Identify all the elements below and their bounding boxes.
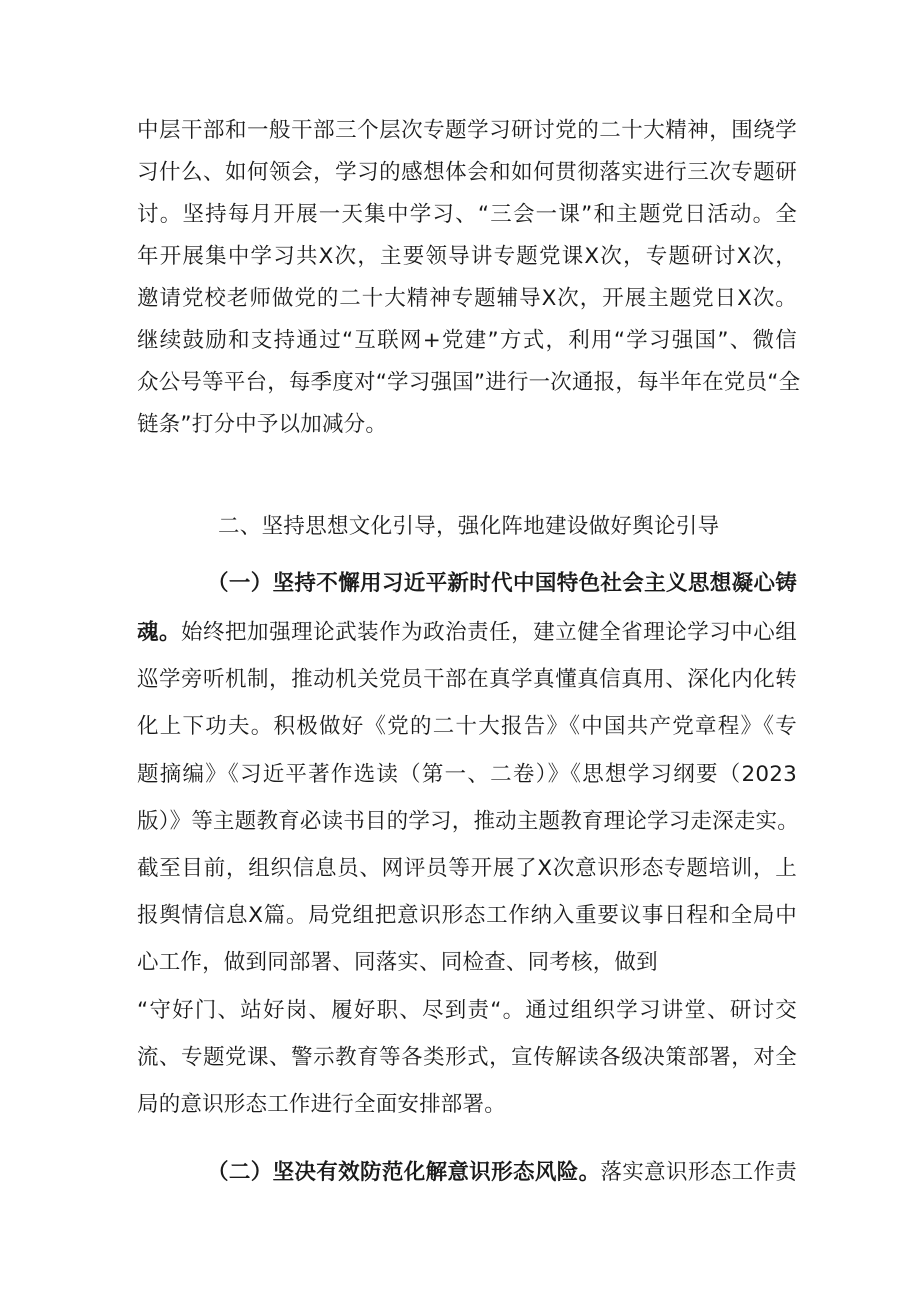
sub1-title-part1: （一）坚持不懈用习近平新时代中国特色社会主义思想凝心铸 — [207, 571, 797, 596]
sub1-title-part2: 魂。 — [137, 620, 182, 645]
para1-line-2: 习什么、如何领会，学习的感想体会和如何贯彻落实进行三次专题研 — [137, 160, 797, 185]
sub1-line-11: 流、专题党课、警示教育等各类形式，宣传解读各级决策部署，对全 — [137, 1045, 797, 1070]
para1-line-5: 邀请党校老师做党的二十大精神专题辅导X次，开展主题党日X次。 — [137, 286, 797, 311]
sub1-line-9: 心工作，做到同部署、同落实、同检查、同考核，做到 — [137, 950, 658, 975]
para1-line-8: 链条”打分中予以加减分。 — [137, 412, 388, 437]
sub1-line-10: “守好门、站好岗、履好职、尽到责“。通过组织学习讲堂、研讨交 — [137, 998, 797, 1023]
sub2-title: （二）坚决有效防范化解意识形态风险。 — [207, 1160, 601, 1185]
sub1-line-3: 巡学旁听机制，推动机关党员干部在真学真懂真信真用、深化内化转 — [137, 667, 797, 692]
sub1-line-8: 报舆情信息X篇。局党组把意识形态工作纳入重要议事日程和全局中 — [137, 903, 797, 928]
section-heading: 二、坚持思想文化引导，强化阵地建设做好舆论引导 — [218, 514, 720, 539]
sub1-line-2 — [137, 618, 797, 648]
sub1-line-4: 化上下功夫。积极做好《党的二十大报告》《中国共产党章程》《专 — [137, 714, 797, 739]
para1-line-4: 年开展集中学习共X次，主要领导讲专题党课X次，专题研讨X次， — [137, 244, 797, 269]
sub1-line-7: 截至目前，组织信息员、网评员等开展了X次意识形态专题培训，上 — [137, 856, 797, 881]
sub1-line-12: 局的意识形态工作进行全面安排部署。 — [137, 1092, 506, 1117]
sub1-line-5: 题摘编》《习近平著作选读（第一、二卷）》《思想学习纲要（2023 — [137, 762, 797, 787]
para1-line-6: 继续鼓励和支持通过“互联网+党建”方式，利用“学习强国”、微信 — [137, 328, 797, 353]
para1-line-7: 众公号等平台，每季度对“学习强国”进行一次通报，每半年在党员“全 — [137, 370, 801, 395]
para1-line-3: 讨。坚持每月开展一天集中学习、“三会一课”和主题党日活动。全 — [137, 202, 797, 227]
sub1-line-2-text: 始终把加强理论武装作为政治责任，建立健全省理论学习中心组 — [181, 620, 797, 645]
sub2-line-1-text: 落实意识形态工作责 — [600, 1160, 797, 1185]
sub2-line-1 — [207, 1158, 797, 1188]
sub1-line-6: 版）》等主题教育必读书目的学习，推动主题教育理论学习走深走实。 — [137, 809, 799, 834]
sub1-bold-title — [207, 569, 797, 599]
para1-line-1: 中层干部和一般干部三个层次专题学习研讨党的二十大精神，围绕学 — [137, 118, 797, 143]
